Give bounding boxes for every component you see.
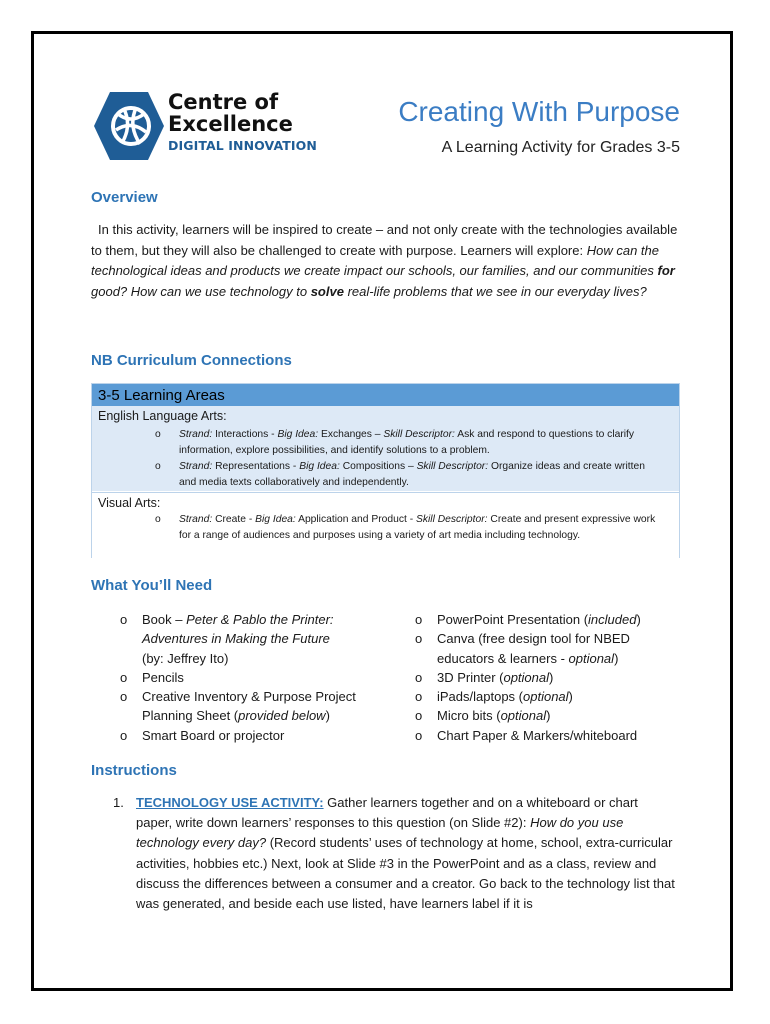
big-idea-label: Big Idea: [255, 514, 296, 525]
bullet-icon: o [415, 631, 423, 647]
step-question: How do you use technology every day? [136, 815, 624, 851]
instructions-heading: Instructions [91, 762, 177, 779]
strand-label: Strand: [179, 461, 213, 472]
bullet-icon: o [415, 612, 423, 627]
needs-item-text: Book – [142, 612, 187, 627]
bullet-icon: o [155, 429, 161, 440]
bullet-icon: o [415, 669, 423, 685]
bullet-icon: o [120, 669, 128, 685]
bullet-icon: o [415, 708, 423, 724]
needs-item-italic: provided below [238, 708, 326, 724]
skill-label: Skill Descriptor: [383, 429, 455, 440]
logo-text-line3: DIGITAL INNOVATION [168, 138, 317, 153]
needs-item-author: (by: Jeffrey Ito) [142, 650, 229, 666]
skill-label: Skill Descriptor: [416, 461, 489, 472]
needs-item-italic: optional [568, 650, 615, 666]
needs-item-text: Smart Board or projector [142, 727, 285, 743]
overview-paragraph [91, 220, 681, 302]
needs-item-text: Chart Paper & Markers/whiteboard [437, 727, 638, 743]
curriculum-heading: NB Curriculum Connections [91, 352, 292, 369]
bullet-icon: o [155, 514, 161, 525]
bullet-icon: o [415, 727, 423, 743]
bullet-icon: o [415, 689, 423, 705]
strand-value: Representations - [212, 461, 300, 472]
hexagon-globe-icon [92, 90, 164, 162]
strand-label: Strand: [179, 429, 213, 440]
bullet-icon: o [120, 689, 128, 705]
needs-item-italic: included [588, 612, 637, 627]
needs-item-text: Canva (free design tool for NBED educators & learners - [437, 631, 630, 666]
needs-item-text: ) [568, 689, 573, 705]
logo-text-line2: Excellence [168, 112, 293, 136]
skill-value: Create and present expressive work for a range of audiences and purposes using a variety of art media including technology. [179, 514, 656, 541]
skill-label: Skill Descriptor: [416, 514, 488, 525]
strand-value: Interactions - [212, 429, 278, 440]
logo-text-line1: Centre of [168, 90, 279, 114]
needs-item-text: ) [549, 669, 554, 685]
list-item [120, 668, 385, 687]
overview-question-part: real-life problems that we see in our everyday lives? [343, 283, 647, 299]
bullet-icon: o [155, 461, 161, 472]
list-item [415, 706, 675, 725]
list-item [120, 726, 385, 745]
list-item [120, 687, 385, 726]
skill-value: Organize ideas and create written and media texts collaboratively and independently. [179, 461, 645, 488]
step-text: (Record students’ uses of technology at home, school, extra-curricular activities, hobbies etc.) Next, look at Slide #3 in the PowerPoint and as a class, review and discuss the differences between a consumer and a creator. Go back to the technology list that was generated, and beside each use listed, have learners label if it is [136, 835, 675, 912]
strand-value: Create - [212, 514, 256, 525]
bullet-icon: o [120, 727, 128, 743]
overview-text: In this activity, learners will be inspired to create – and not only create with the technologies available to them, but they will also be challenged to create with purpose. Learners will explore: [91, 222, 678, 258]
needs-item-text: PowerPoint Presentation ( [437, 612, 589, 627]
table-row-ela [92, 406, 679, 491]
needs-item-text: Creative Inventory & Purpose Project Planning Sheet ( [142, 689, 356, 724]
needs-item-text: ) [325, 708, 330, 724]
list-item [120, 610, 385, 668]
needs-item-italic: optional [500, 708, 547, 724]
needs-item-text: ) [636, 612, 641, 627]
overview-question-part: How can the technological ideas and products we create impact our schools, our families, and our communities [91, 242, 659, 278]
step-text: Gather learners together and on a whiteboard or chart paper, write down learners’ responses to this question (on Slide #2): [136, 795, 638, 831]
big-idea-value: Compositions – [339, 461, 417, 472]
subject-label-ela: English Language Arts: [98, 409, 227, 423]
needs-item-italic: optional [503, 669, 550, 685]
needs-item-text: 3D Printer ( [437, 669, 504, 685]
technology-use-activity-link[interactable]: TECHNOLOGY USE ACTIVITY: [136, 795, 324, 810]
needs-item-text: Micro bits ( [437, 708, 501, 724]
centre-of-excellence-logo [92, 90, 332, 162]
overview-question-part: good? How can we use technology to [91, 283, 311, 299]
overview-emphasis-for: for [657, 263, 675, 278]
list-item [415, 726, 675, 745]
needs-item-italic: Peter & Pablo the Printer: Adventures in Making the Future [142, 612, 334, 647]
bullet-icon: o [120, 612, 128, 627]
overview-emphasis-solve: solve [310, 283, 344, 299]
needs-item-italic: optional [523, 689, 569, 705]
subject-label-visual-arts: Visual Arts: [98, 496, 161, 510]
needs-item-text: Pencils [142, 669, 184, 685]
table-header: 3-5 Learning Areas [92, 384, 679, 406]
needs-list-left [120, 610, 385, 745]
list-item [415, 629, 675, 668]
needs-item-text: iPads/laptops ( [437, 689, 523, 705]
strand-label: Strand: [179, 514, 213, 525]
big-idea-label: Big Idea: [277, 429, 319, 440]
step-number: 1. [113, 795, 124, 810]
document-subtitle: A Learning Activity for Grades 3-5 [441, 139, 680, 156]
needs-item-text: ) [614, 650, 619, 666]
overview-heading: Overview [91, 189, 158, 206]
list-item [415, 668, 675, 687]
list-item [415, 687, 675, 706]
big-idea-label: Big Idea: [299, 461, 340, 472]
needs-heading: What You’ll Need [91, 577, 213, 594]
big-idea-value: Application and Product - [295, 514, 416, 525]
document-title: Creating With Purpose [398, 96, 680, 127]
needs-list-right [415, 610, 675, 745]
list-item [415, 610, 675, 629]
needs-item-text: ) [546, 708, 551, 724]
learning-areas-table [91, 383, 680, 558]
skill-value: Ask and respond to questions to clarify information, explore possibilities, and identify solutions to a problem. [179, 429, 635, 456]
table-row-visual-arts [92, 492, 679, 558]
big-idea-value: Exchanges – [318, 429, 384, 440]
